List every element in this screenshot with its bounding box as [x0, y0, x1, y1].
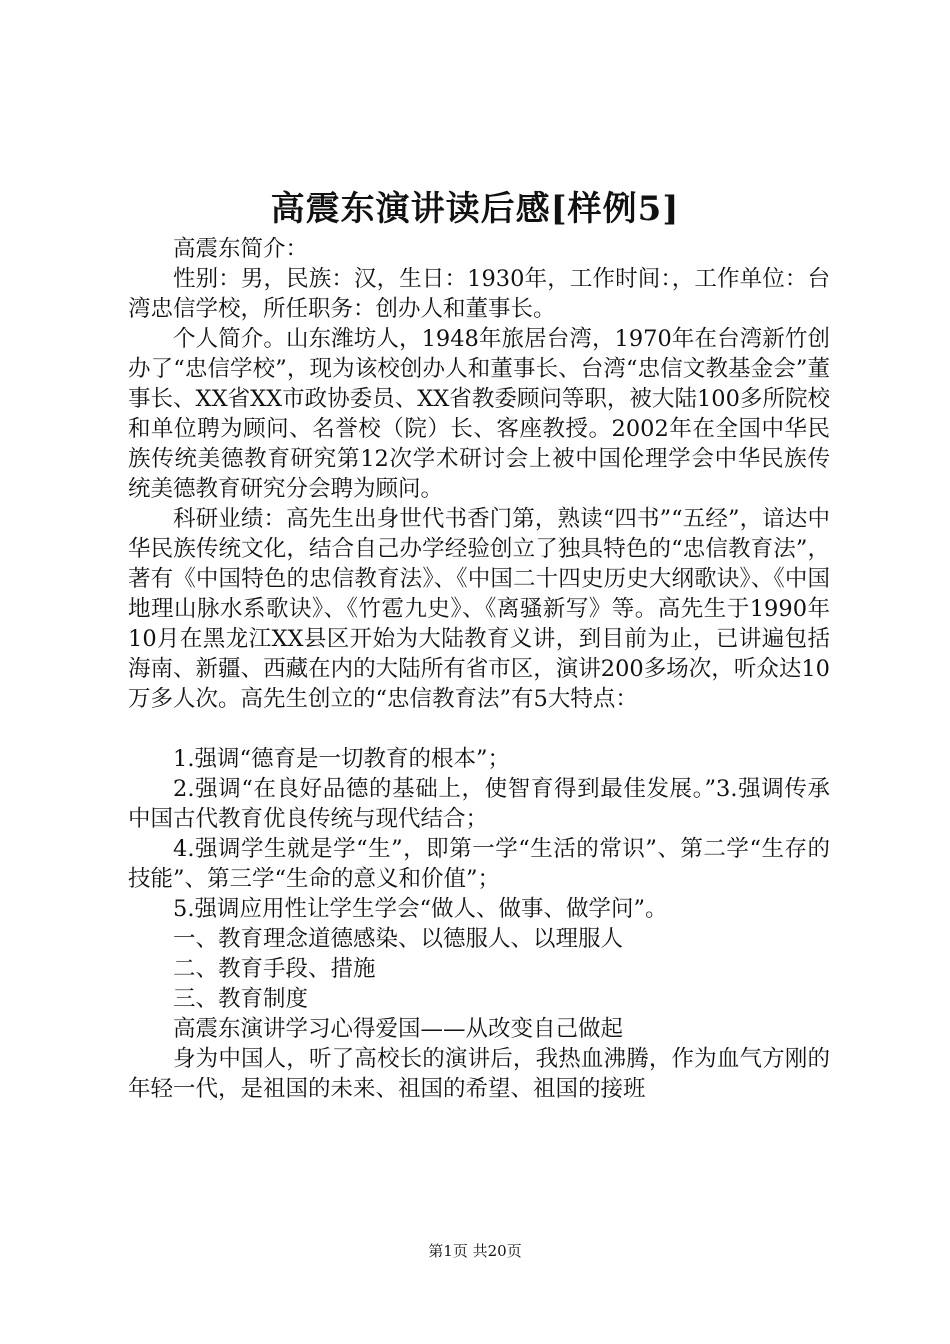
document-title: 高震东演讲读后感[样例5] — [270, 189, 680, 229]
paragraph-feature-5: 5.强调应用性让学生学会“做人、做事、做学问”。 — [173, 896, 668, 922]
paragraph-research-achievements: 科研业绩：高先生出身世代书香门第，熟读“四书”“五经”，谙达中华民族传统文化，结合自己办学经验创立了独具特色的“忠信教育法”，著有《中国特色的忠信教育法》、《中国二十四史历史大纲歌诀》、《中国地理山脉水系歌诀》、《竹雹九史》、《离骚新写》等。高先生于1990年10月在黑龙江XX县区开始为大陆教育义讲，到目前为止，已讲遍包括海南、新疆、西藏在内的大陆所有省市区，演讲200多场次，听众达10万多人次。高先生创立的“忠信教育法”有5大特点： — [128, 506, 830, 712]
paragraph-essay-heading: 高震东演讲学习心得爱国——从改变自己做起 — [173, 1016, 624, 1042]
document-body — [128, 234, 830, 1104]
paragraph-section-1: 一、教育理念道德感染、以德服人、以理服人 — [173, 926, 624, 952]
paragraph-section-3: 三、教育制度 — [173, 986, 309, 1012]
paragraph-basic-info: 性别：男，民族：汉，生日：1930年，工作时间：，工作单位：台湾忠信学校，所任职务：创办人和董事长。 — [128, 266, 830, 322]
paragraph-essay-body: 身为中国人，听了高校长的演讲后，我热血沸腾，作为血气方刚的年轻一代，是祖国的未来、祖国的希望、祖国的接班 — [128, 1046, 830, 1102]
paragraph-section-2: 二、教育手段、措施 — [173, 956, 376, 982]
paragraph-feature-2-3: 2.强调“在良好品德的基础上，使智育得到最佳发展。”3.强调传承中国古代教育优良传统与现代结合； — [128, 776, 830, 832]
paragraph-feature-4: 4.强调学生就是学“生”，即第一学“生活的常识”、第二学“生存的技能”、第三学“生命的意义和价值”； — [128, 836, 830, 892]
paragraph-feature-1: 1.强调“德育是一切教育的根本”； — [173, 746, 510, 772]
paragraph-personal-profile: 个人简介。山东潍坊人，1948年旅居台湾，1970年在台湾新竹创办了“忠信学校”，现为该校创办人和董事长、台湾“忠信文教基金会”董事长、XX省XX市政协委员、XX省教委顾问等职，被大陆100多所院校和单位聘为顾问、名誉校（院）长、客座教授。2002年在全国中华民族传统美德教育研究第12次学术研讨会上被中国伦理学会中华民族传统美德教育研究分会聘为顾问。 — [128, 326, 830, 502]
page-footer: 第1页 共20页 — [428, 1242, 522, 1260]
paragraph-intro-heading: 高震东简介： — [173, 236, 309, 262]
